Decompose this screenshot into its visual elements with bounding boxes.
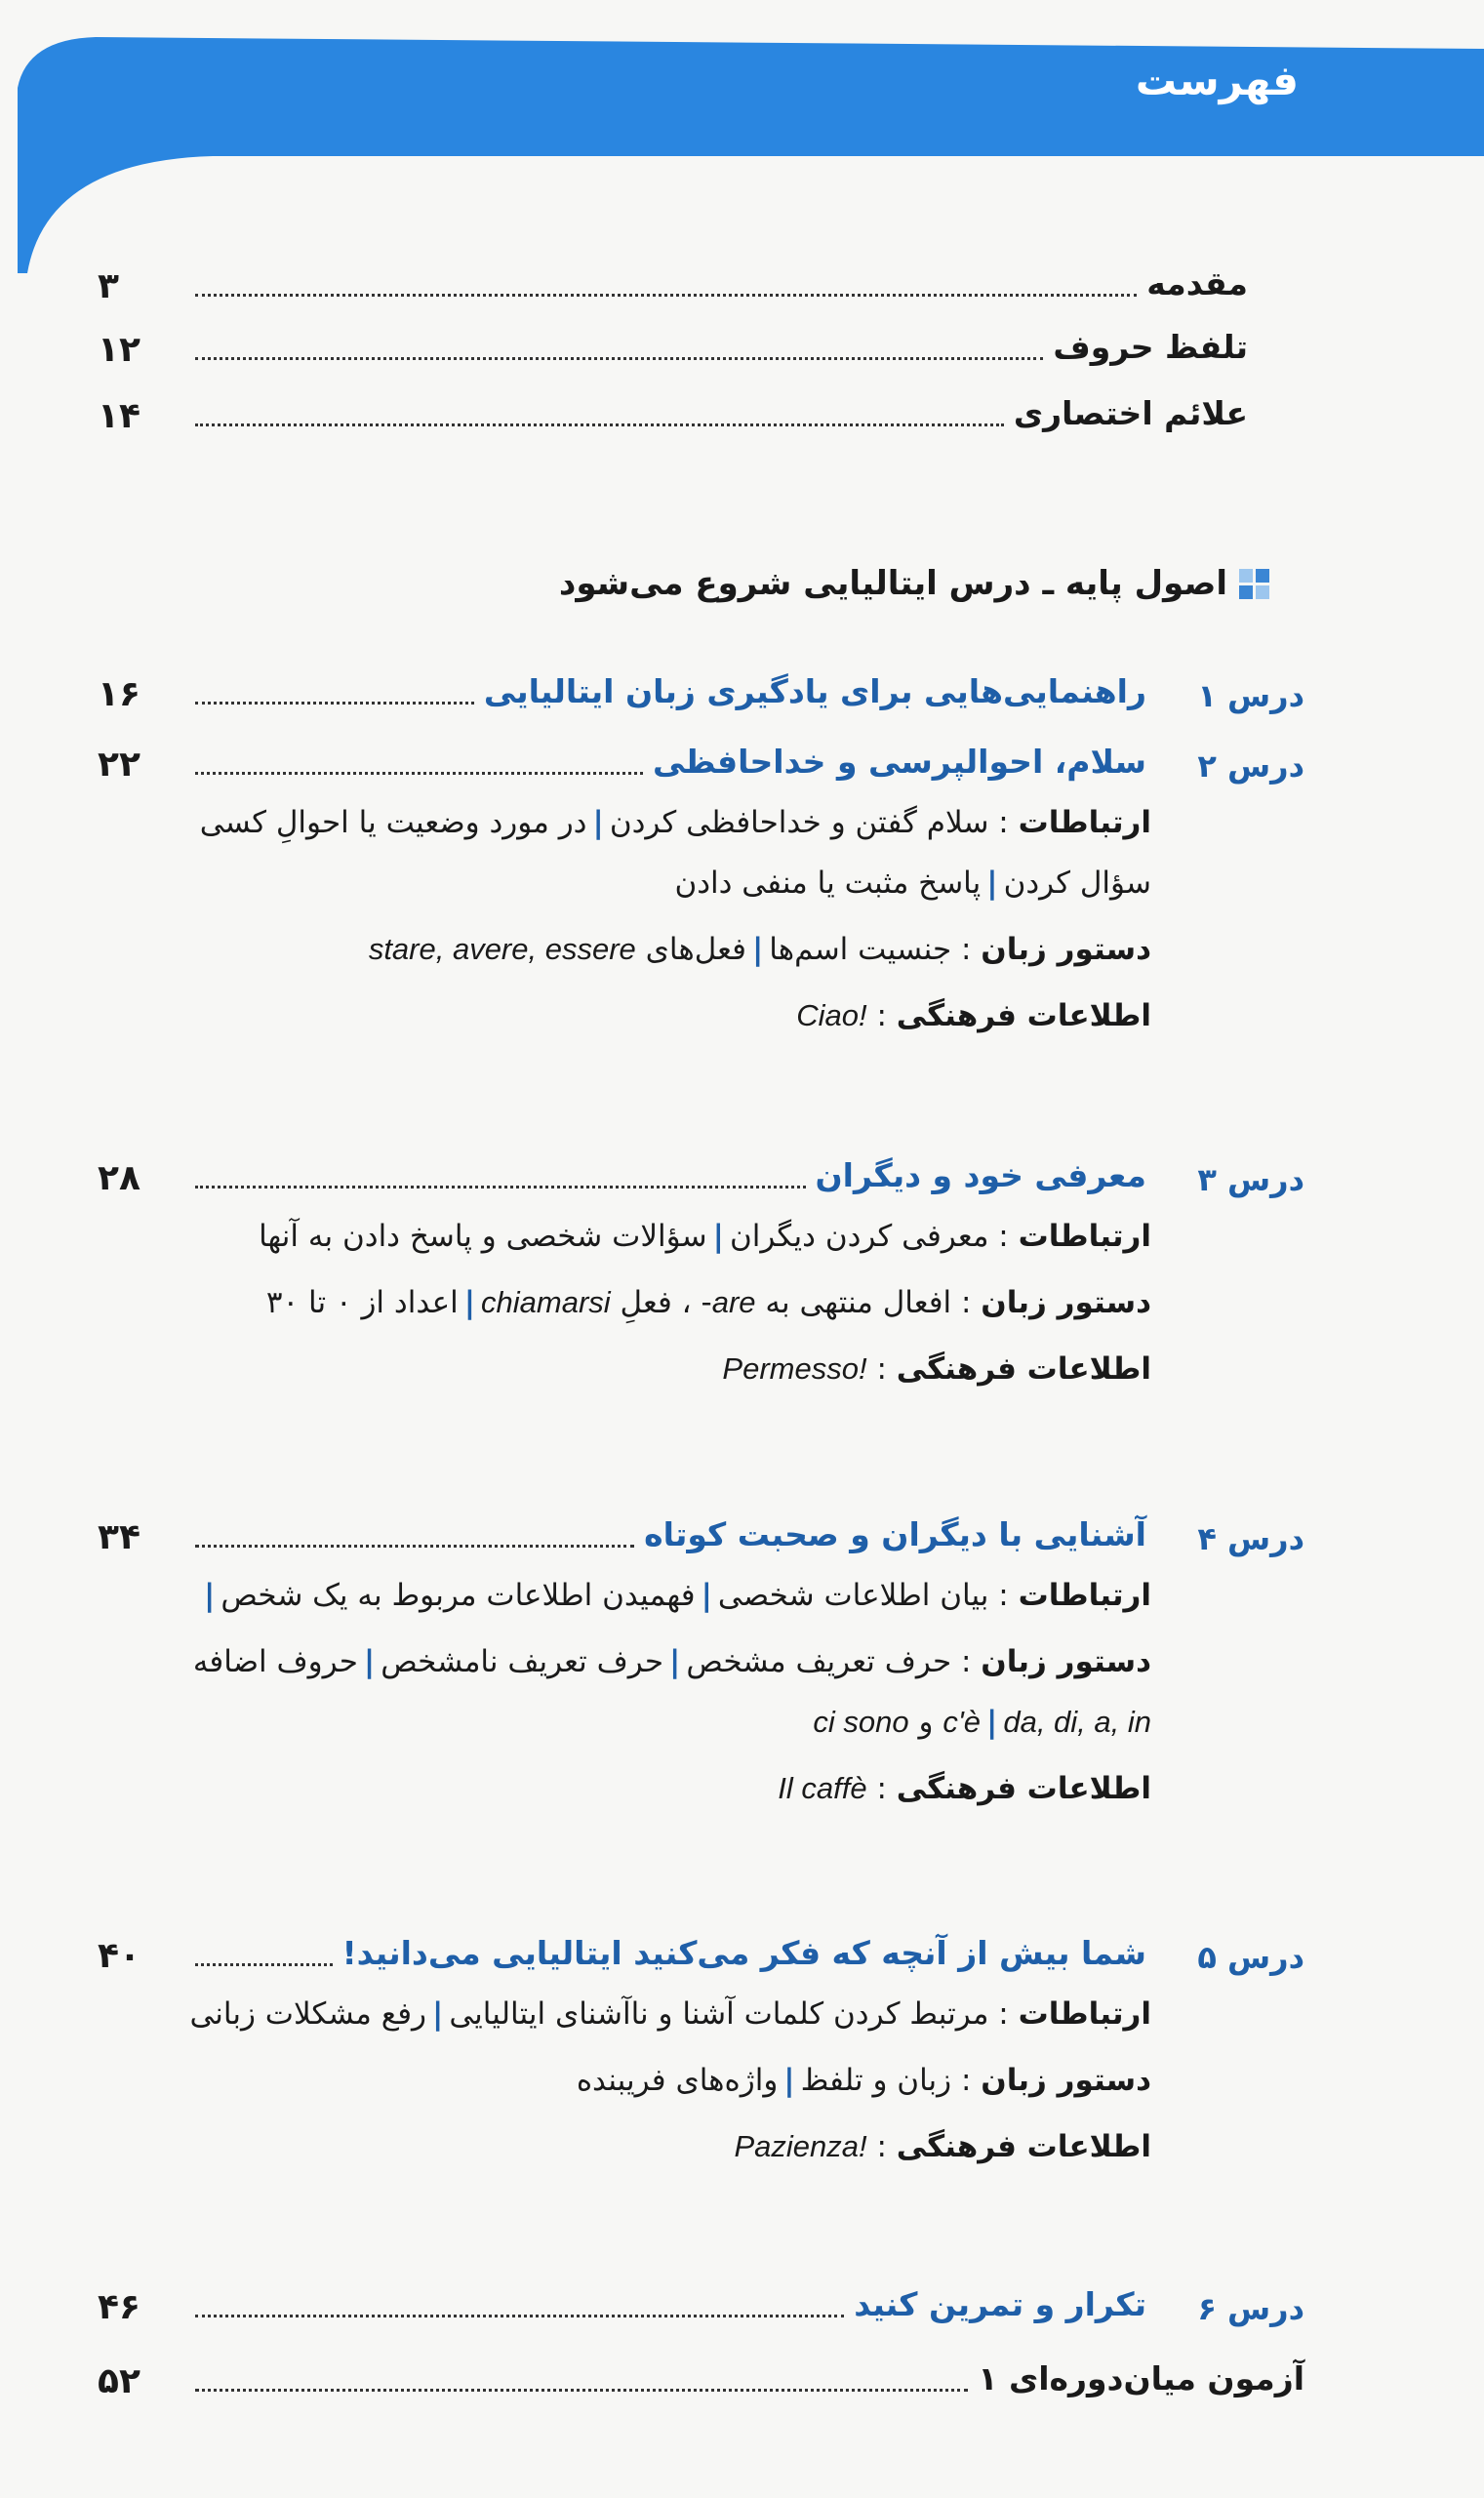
- lesson-label: درس ۲: [1197, 747, 1304, 785]
- separator: |: [701, 1578, 712, 1613]
- separator: |: [712, 1219, 724, 1254]
- detail-heading: اطلاعات فرهنگی: [896, 1771, 1151, 1806]
- separator: |: [669, 1644, 681, 1679]
- detail-heading: اطلاعات فرهنگی: [896, 1351, 1151, 1387]
- lesson-detail: ارتباطات : معرفی کردن دیگران|سؤالات شخصی و پاسخ دادن به آنها: [259, 1219, 1151, 1254]
- detail-item: [778, 1771, 866, 1806]
- page-number: ۱۴: [98, 396, 140, 436]
- lesson-label: درس ۱: [1197, 677, 1304, 714]
- detail-heading: دستور زبان: [981, 1285, 1151, 1320]
- toc-entry[interactable]: [98, 669, 1304, 714]
- toc-entry[interactable]: [98, 1512, 1304, 1557]
- page-number: ۲۸: [98, 1158, 140, 1198]
- page-number: ۱۲: [98, 330, 140, 370]
- entry-title[interactable]: راهنمایی‌هایی برای یادگیری زبان ایتالیایی: [483, 672, 1146, 710]
- dot-leader: [195, 1963, 333, 1966]
- entry-title[interactable]: تلفظ حروف: [1053, 328, 1248, 366]
- separator: |: [592, 805, 604, 840]
- toc-entry[interactable]: [98, 1153, 1304, 1198]
- lesson-label: درس ۴: [1197, 1520, 1304, 1557]
- separator: |: [986, 1705, 998, 1740]
- entry-title[interactable]: شما بیش از آنچه که فکر می‌کنید ایتالیایی می‌دانید!: [341, 1934, 1146, 1972]
- detail-heading: ارتباطات: [1018, 1578, 1151, 1613]
- detail-item: حرف تعریف مشخص: [686, 1644, 952, 1679]
- separator: |: [751, 932, 764, 967]
- latin-term: ci sono: [813, 1705, 909, 1739]
- dot-leader: [195, 2389, 968, 2392]
- detail-item: زبان و تلفظ: [800, 2063, 952, 2098]
- detail-heading: دستور زبان: [981, 2063, 1151, 2098]
- toc-entry[interactable]: [98, 391, 1248, 436]
- detail-item: مرتبط کردن کلمات آشنا و ناآشنای ایتالیایی: [449, 1996, 989, 2032]
- latin-term: Il caffè: [778, 1771, 867, 1805]
- dot-leader: [195, 772, 643, 775]
- page-number: ۳: [98, 266, 119, 306]
- entry-title[interactable]: سلام، احوالپرسی و خداحافظی: [652, 743, 1146, 781]
- lesson-detail: ارتباطات : بیان اطلاعات شخصی|فهمیدن اطلاعات مربوط به یک شخص|: [176, 1565, 1151, 1626]
- latin-term: c'è: [943, 1705, 982, 1739]
- detail-item: بیان اطلاعات شخصی: [717, 1578, 989, 1613]
- detail-item: فهمیدن اطلاعات مربوط به یک شخص: [221, 1578, 696, 1613]
- detail-item: رفع مشکلات زبانی: [189, 1996, 427, 2032]
- latin-term: stare, avere, essere: [368, 932, 636, 966]
- lesson-detail: اطلاعات فرهنگی : Il caffè: [778, 1771, 1151, 1806]
- lesson-detail: دستور زبان : جنسیت اسم‌ها|فعل‌های stare, avere, essere: [368, 932, 1151, 967]
- lesson-detail: اطلاعات فرهنگی : Ciao!: [796, 998, 1151, 1033]
- dot-leader: [195, 1545, 634, 1548]
- detail-item: سؤالات شخصی و پاسخ دادن به آنها: [259, 1219, 707, 1254]
- lesson-detail: اطلاعات فرهنگی : Pazienza!: [734, 2129, 1151, 2164]
- detail-item: فعل‌های stare, avere, essere: [368, 932, 746, 967]
- lesson-detail: اطلاعات فرهنگی : Permesso!: [722, 1351, 1151, 1387]
- dot-leader: [195, 357, 1043, 360]
- page-number: ۴۶: [98, 2287, 140, 2327]
- page-number: ۱۶: [98, 674, 140, 714]
- detail-heading: ارتباطات: [1018, 1219, 1151, 1254]
- latin-term: chiamarsi: [481, 1285, 611, 1319]
- detail-heading: اطلاعات فرهنگی: [896, 2129, 1151, 2164]
- entry-title[interactable]: علائم اختصاری: [1013, 394, 1248, 432]
- detail-item: [734, 2129, 866, 2164]
- detail-item: سلام گفتن و خداحافظی کردن: [609, 805, 989, 840]
- detail-heading: اطلاعات فرهنگی: [896, 998, 1151, 1033]
- separator: |: [783, 2063, 795, 2098]
- dot-leader: [195, 2315, 844, 2317]
- page-number: ۵۲: [98, 2361, 140, 2401]
- page-number: ۴۰: [98, 1936, 140, 1976]
- lesson-detail: دستور زبان : زبان و تلفظ|واژه‌های فریبنده: [576, 2063, 1151, 2098]
- dot-leader: [195, 1186, 806, 1189]
- entry-title[interactable]: آشنایی با دیگران و صحبت کوتاه: [644, 1515, 1146, 1553]
- detail-item: اعداد از ۰ تا ۳۰: [265, 1285, 459, 1320]
- separator: |: [204, 1578, 216, 1613]
- toc-entry[interactable]: [98, 2282, 1304, 2327]
- latin-term: da, di, a, in: [1003, 1705, 1151, 1739]
- detail-item: [796, 998, 866, 1033]
- detail-item: افعال منتهی به are- ، فعلِ chiamarsi: [481, 1285, 952, 1320]
- lesson-detail: ارتباطات : مرتبط کردن کلمات آشنا و ناآشنای ایتالیایی|رفع مشکلات زبانی: [189, 1996, 1151, 2032]
- latin-term: Pazienza!: [734, 2129, 867, 2163]
- separator: |: [363, 1644, 376, 1679]
- grid-icon: [1239, 569, 1269, 599]
- toc-entry[interactable]: [98, 325, 1248, 370]
- toc-entry[interactable]: [98, 2357, 1304, 2401]
- detail-heading: ارتباطات: [1018, 805, 1151, 840]
- page-number: ۲۲: [98, 745, 140, 785]
- detail-item: پاسخ مثبت یا منفی دادن: [674, 866, 982, 901]
- section-title: اصول پایه ـ درس ایتالیایی شروع می‌شود: [558, 564, 1227, 603]
- detail-item: حروف اضافه da, di, a, in: [192, 1644, 1151, 1739]
- page-title: فهرست: [1135, 57, 1299, 104]
- lesson-detail: ارتباطات : سلام گفتن و خداحافظی کردن|در مورد وضعیت یا احوالِ کسی سؤال کردن|پاسخ مثبت یا منفی دادن: [199, 805, 1151, 901]
- toc-entry[interactable]: [98, 262, 1248, 306]
- toc-entry[interactable]: [98, 1931, 1304, 1976]
- lesson-label: درس ۶: [1197, 2290, 1304, 2327]
- detail-heading: ارتباطات: [1018, 1996, 1151, 2032]
- separator: |: [432, 1996, 444, 2032]
- latin-term: are: [711, 1285, 756, 1319]
- section-heading: [559, 564, 1269, 603]
- entry-title[interactable]: آزمون میان‌دوره‌ای ۱: [978, 2359, 1304, 2397]
- entry-title[interactable]: مقدمه: [1146, 264, 1248, 302]
- page-number: ۳۴: [98, 1517, 140, 1557]
- dot-leader: [195, 294, 1137, 297]
- lesson-label: درس ۳: [1197, 1161, 1304, 1198]
- detail-heading: دستور زبان: [981, 1644, 1151, 1679]
- dot-leader: [195, 423, 1004, 426]
- detail-item: حرف تعریف نامشخص: [381, 1644, 664, 1679]
- lesson-detail: دستور زبان : حرف تعریف مشخص|حرف تعریف نامشخص|حروف اضافه da, di, a, in|c'è و ci sono: [192, 1644, 1151, 1740]
- separator: |: [986, 866, 998, 901]
- detail-item: در مورد وضعیت یا احوالِ کسی سؤال کردن: [199, 805, 1151, 901]
- latin-term: Permesso!: [722, 1351, 867, 1386]
- detail-item: واژه‌های فریبنده: [576, 2063, 779, 2098]
- detail-heading: دستور زبان: [981, 932, 1151, 967]
- detail-item: جنسیت اسم‌ها: [769, 932, 952, 967]
- entry-title[interactable]: معرفی خود و دیگران: [815, 1156, 1146, 1194]
- lesson-detail: دستور زبان : افعال منتهی به are- ، فعلِ chiamarsi|اعداد از ۰ تا ۳۰: [265, 1285, 1151, 1320]
- latin-term: Ciao!: [796, 998, 867, 1032]
- detail-item: معرفی کردن دیگران: [729, 1219, 989, 1254]
- separator: |: [463, 1285, 476, 1320]
- lesson-label: درس ۵: [1197, 1939, 1304, 1976]
- dot-leader: [195, 702, 474, 705]
- detail-item: [722, 1351, 866, 1387]
- detail-item: c'è و ci sono: [813, 1705, 982, 1740]
- toc-entry[interactable]: [98, 740, 1304, 785]
- entry-title[interactable]: تکرار و تمرین کنید: [854, 2285, 1146, 2323]
